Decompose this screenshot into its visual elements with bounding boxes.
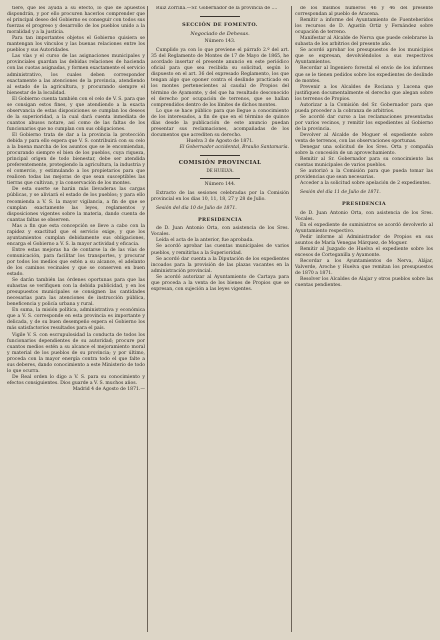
paragraph: Vigile V. S. con escrupulosidad la conducta de todos los funcionarios dependientes de su autoridad; procure por cuantos medios estén a su alcance el mejoramiento moral y material de los pueblos de su provincia; y por último, proceda con la mayor energía contra todo el que falte a sus deberes, dando conocimiento a este Ministerio de todo lo que ocurra. xyxy=(7,332,145,374)
paragraph: Acceder a la solicitud sobre apelación de 2 expedientes. xyxy=(300,181,431,187)
paragraph: De Real orden lo digo a V. S. para su conocimiento y efectos consiguientes. Dios guarde a V. S. muchos años. xyxy=(7,374,145,386)
column-divider xyxy=(291,6,292,632)
paragraph: de D. Juan Antonio Orta, con asistencia de los Sres. Vocales. xyxy=(295,210,433,222)
paragraph: Para tan importantes objetos el Gobierno quisiera se mantengan los vínculos y las buenas relaciones entre los pueblos y sus Autoridades. xyxy=(7,36,145,54)
paragraph: Pedir informe al Administrador de Propios en sus asuntos de María Venegas Márquez, de Moguer. xyxy=(295,234,433,246)
paragraph: Remitir al Sr. Gobernador para su conocimiento las cuentas municipales de varios pueblos. xyxy=(295,157,433,169)
paragraph: El Gobierno cuenta también con el celo de V. S. para que se consigan estos fines, y que atendiendo a la exacta observancia de estas disposiciones se cumplan los deseos de la superioridad, a la cual dará cuenta inmediata de cuantos abusos notare, así como de las faltas de los funcionarios que no cumplan con sus obligaciones. xyxy=(7,96,145,132)
presidency-heading: PRESIDENCIA xyxy=(197,217,243,224)
section-title-fomento: SECCIÓN DE FOMENTO. xyxy=(182,22,258,29)
paragraph: Recordar al Ingeniero forestal el envío de los informes que se le tienen pedidos sobre los expedientes de deslinde de montes. xyxy=(295,66,433,84)
divider xyxy=(200,178,240,179)
paragraph: Leída el acta de la anterior, fue aprobada. xyxy=(156,238,254,244)
notice-date: Huelva 3 de Agosto de 1871. xyxy=(186,138,254,144)
divider xyxy=(200,155,240,156)
paragraph: Remitir al Juzgado de Huelva el expediente sobre los excesos de Corteganilla y Ayamonte. xyxy=(295,246,433,258)
column-right xyxy=(295,6,433,634)
paragraph: De esta suerte se harán más llevaderas las cargas públicas, y se aliviará el estado de los pueblos; y para ello recomienda a V. S. la mayor vigilancia, a fin de que se cumplan exactamente las leyes, reglamentos y disposiciones vigentes sobre la materia, dando cuenta de cuantas faltas se observen. xyxy=(7,187,145,223)
signoff-date: Madrid 4 de Agosto de 1871.— xyxy=(72,386,145,392)
divider xyxy=(200,16,240,17)
paragraph: Entre estas mejoras ha de contarse la de las vías de comunicación, para facilitar los transportes, y procurar por todos los medios que estén a su alcance, el adelanto de los caminos vecinales y que se conserven en buen estado. xyxy=(7,247,145,278)
paragraph: Se darán también las órdenes oportunas para que las subastas se verifiquen con la debida publicidad, y en los presupuestos municipales se consignen las cantidades necesarias para las atenciones de instrucción pública, beneficencia y policía urbana y rural. xyxy=(7,278,145,308)
paragraph: Se acordó dar curso a las reclamaciones presentadas por varios vecinos, y remitir los expedientes al Gobierno de la provincia. xyxy=(295,114,433,132)
paragraph: Se acordó aprobar los presupuestos de los municipios que se expresan, devolviéndolos a sus respectivos Ayuntamientos. xyxy=(295,48,433,66)
paragraph: Manifestar al Alcalde de Nerva que puede celebrarse la subasta de los arbitrios del presente año. xyxy=(295,36,433,48)
paragraph: Se acordó autorizar al Ayuntamiento de Cartaya para que proceda a la venta de los bienes de Propios que se expresan, con sujeción a las leyes vigentes. xyxy=(151,274,289,292)
paragraph: En suma, la misión política, administrativa y económica que a V. S. corresponde en esta provincia es importante y delicada, y de su buen desempeño espera el Gobierno los más satisfactorios resultados para el país. xyxy=(7,308,145,332)
column-middle xyxy=(151,6,289,634)
paragraph: tiere, que les ayuda a su efecto, lo que de apuestos dispondrán, y por ello procuren hacerlos comprender que el principal deseo del Gobierno es conseguir con todos sus fuerzas el progreso y desarrollo de los pueblos unido a la moralidad y a la justicia. xyxy=(7,6,145,36)
session-heading: Sesión del día 11 de Julio de 1871. xyxy=(300,190,381,196)
ministerial-signoff: Ruiz Zorrilla.—Sr. Gobernador de la provincia de .... xyxy=(156,6,278,11)
session-heading: Sesión del día 10 de Julio de 1871. xyxy=(156,206,237,212)
column-divider xyxy=(147,6,148,632)
paragraph: Lo que se hace público para que llegue a conocimiento de los interesados, a fin de que en el término de quince días desde la publicación de este anuncio puedan presentar sus reclamaciones, acompañadas de los documentos que acrediten su derecho. xyxy=(151,108,289,138)
paragraph: Resolver los Alcaldes de Alajar y otros pueblos sobre las cuentas pendientes. xyxy=(295,277,433,289)
paragraph: Se acordó dar cuenta a la Diputación de los expedientes incoados para la provisión de las plazas vacantes en la administración provincial. xyxy=(151,256,289,274)
column-left xyxy=(7,6,145,634)
notice-signature: El Gobernador accidental, Braulio Santamaría. xyxy=(179,144,289,150)
paragraph: Remitir a informe del Ayuntamiento de Fuenteheridos los recursos de D. Agustín Ortiz y Fernández sobre ocupación de terreno. xyxy=(295,18,433,36)
paragraph: En el expediente de suministros se acordó devolverlo al Ayuntamiento respectivo. xyxy=(295,222,433,234)
paragraph: Recordar a los Ayuntamientos de Nerva, Alájar, Valverde, Aroche y Huelva que remitan los presupuestos de 1870 a 1871. xyxy=(295,258,433,276)
paragraph: Las vías y el curso de las asignaciones municipales y provinciales guardan las debidas relaciones de hacienda con las cuotas asignadas, y formen exactamente el servicio administrativo, los cuales deben corresponder exactamente a las atenciones de la provincia, atendiendo al estado de la agricultura, y procurando siempre el bienestar de la localidad. xyxy=(7,54,145,96)
paragraph: Se acordó aprobar las cuentas municipales de varios pueblos, y remitirlas a la Superioridad. xyxy=(151,244,289,256)
presidency-heading: PRESIDENCIA xyxy=(341,201,387,208)
paragraph: Cumplido ya con lo que previene el párrafo 2.º del art. 35 del Reglamento de Montes de 17 de Mayo de 1865, he acordado insertar el presente anuncio en este periódico oficial para que sea recibida su solicitud, según lo dispuesto en el art. 36 del expresado Reglamento, los que tengan algo que oponer contra el deslinde practicado en los montes pertenecientes al caudal de Propios del término de Ayamonte, y del que ha resultado desconocido el derecho por ocupación de terrenos, que se hallan comprendidos dentro de los límites de dichos montes. xyxy=(151,48,289,108)
paragraph: Se autorizó a la Comisión para que pueda tomar las providencias que sean necesarias. xyxy=(295,169,433,181)
paragraph: de D. Juan Antonio Orta, con asistencia de los Sres. Vocales. xyxy=(151,226,289,238)
paragraph: Extracto de las sesiones celebradas por la Comisión provincial en los días 10, 11, 18, 27 y 28 de Julio. xyxy=(151,191,289,203)
section-subtitle: DE HUELVA. xyxy=(206,168,234,174)
paragraph: Devolver al Alcalde de Moguer el expediente sobre venta de terrenos, con las observaciones oportunas. xyxy=(295,132,433,145)
notice-number: Número 144. xyxy=(204,182,236,188)
paragraph: Denegar una solicitud de los Sres. Orta y compañía sobre la concesión de un aprovechamiento. xyxy=(295,145,433,157)
paragraph: Prevenir a los Alcaldes de Rociana y Lucena que justifiquen documentalmente el derecho que alegan sobre los terrenos de Propios. xyxy=(295,84,433,102)
notice-number: Número 143. xyxy=(204,39,236,45)
paragraph: El Gobierno trata de dar a la provincia la protección debida y para ello espera que V. S. contribuirá con su celo a la buena marcha de los asuntos que se le encomiendan, procurando siempre el bien de los pueblos, cuya riqueza, principal origen de todo bienestar, debe ser atendida preferentemente, protegiendo la agricultura, la industria y el comercio, y estimulando a los propietarios para que realicen todas las mejoras de que sean susceptibles las tierras que cultivan, y la conservación de los montes. xyxy=(7,132,145,187)
paragraph: de los mismos números 46 y 46 del presente correspondan al pueblo de Aracena. xyxy=(295,6,433,18)
subsection-title: Negociado de Dehesas. xyxy=(190,31,250,38)
paragraph: Autorizar a la Comisión del Sr. Gobernador para que pueda proceder a la cobranza de arbitrios. xyxy=(295,102,433,114)
paragraph: Mas a fin que esta concepción se lleve a cabo con la rapidez y exactitud que el servicio exige, y que los ayuntamientos cumplan debidamente sus obligaciones, encarga el Gobierno a V. S. la mayor actividad y eficacia. xyxy=(7,223,145,247)
section-title-comision: COMISIÓN PROVINCIAL xyxy=(178,159,262,166)
